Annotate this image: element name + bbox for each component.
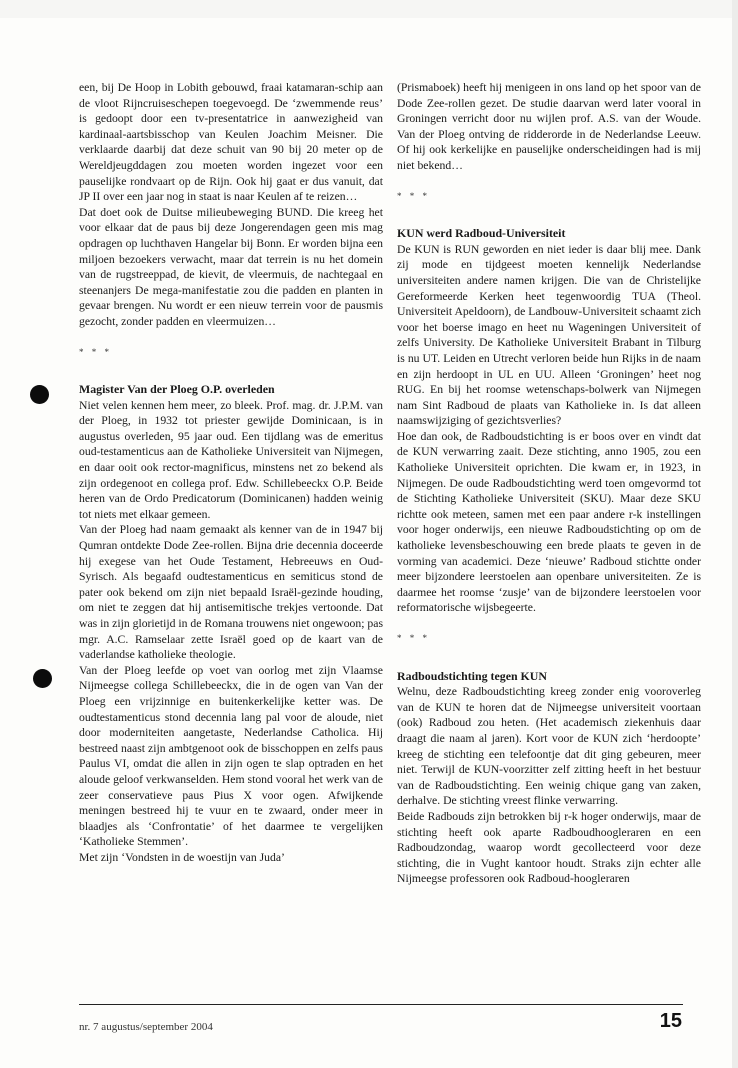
issue-label: nr. 7 augustus/september 2004 [79, 1021, 213, 1033]
paragraph: De KUN is RUN geworden en niet ieder is daar blij mee. Dank zij mode en tijdgeest moeten kennelijk Nederlandse universiteiten andere namen krijgen. Die van de Christelijke Gereformeerde Kerken heet tegenwoordig TUA (Theol. Universiteit Apeldoorn), de Landbouw-Universiteit schaamt zich voor het boerse imago en heet nu Wageningen Universiteit of zelfs University. De Katholieke Universiteit Brabant in Tilburg is nu UT. Leiden en Utrecht verloren beide hun Rijks in de naam en zijn herdoopt in UL en UU. Alleen ‘Groningen’ heet nog RUG. En bij het roomse wetenschaps-bolwerk van Nijmegen nam Sint Radboud de plaats van Katholieke in. Is dat alleen naamswijziging of gezichtsverlies? [397, 242, 701, 428]
footer-rule [79, 1004, 683, 1005]
section-separator: * * * [79, 346, 112, 357]
article-heading: Magister Van der Ploeg O.P. overleden [79, 382, 275, 397]
paragraph: (Prismaboek) heeft hij menigeen in ons land op het spoor van de Dode Zee-rollen gezet. De studie daarvan werd later vooral in Groningen verricht door nu wijlen prof. A.S. van der Woude. Van der Ploeg ontving de ridderorde in de Nederlandse Leeuw. Of hij ook kerkelijke en pauselijke onderscheidingen had is mij niet bekend… [397, 81, 701, 172]
paragraph: Van der Ploeg had naam gemaakt als kenner van de in 1947 bij Qumran ontdekte Dode Zee-rollen. Bijna drie decennia doceerde hij exegese van het Oude Testament, Hebreeuws en Oud-Syrisch. Als begaafd oudtestamenticus en semiticus stond de pater ook bekend om zijn niet bepaald Israël-gezinde houding, om niet te zeggen dat hij antisemitische trekjes vertoonde. Dat was in zijn glorietijd in de Romana trouwens niet ongewoon; pas mgr. A.C. Ramselaar zette Israël goed op de kaart van de vaderlandse katholieke theologie. [79, 523, 383, 662]
paragraph: Beide Radbouds zijn betrokken bij r-k hoger onderwijs, maar de stichting heeft ook aparte Radboudhoogleraren en een Radboudzondag, waarop wordt gecollecteerd voor deze stichting, die in Vught kantoor houdt. Straks zijn echter alle Nijmeegse professoren ook Radboud-hoogleraren [397, 809, 701, 886]
paragraph: Welnu, deze Radboudstichting kreeg zonder enig vooroverleg van de KUN te horen dat de Nijmeegse universiteit voortaan (ook) Radboud zou heten. (Het academisch ziekenhuis daar draagt die naam al jaren). Kort voor de KUN zich ‘herdoopte’ kreeg de stichting een telefoontje dat dit ging gebeuren, meer niet. Terwijl de KUN-voorzitter zelf zitting heeft in het bestuur van de Radboudstichting. Een weinig chique gang van zaken, derhalve. De stichting vreest flinke verwarring. [397, 685, 701, 808]
scan-edge-right [732, 0, 738, 1068]
section-separator: * * * [397, 633, 430, 643]
punch-hole-lower [33, 669, 52, 688]
article-heading: Radboudstichting tegen KUN [397, 668, 547, 683]
paragraph: Hoe dan ook, de Radboudstichting is er boos over en vindt dat de KUN verwarring zaait. Deze stichting, anno 1905, zou een Katholieke Universiteit oprichten. Die kwam er, in 1923, in Nijmegen. De oude Radboudstichting werd toen omgevormd tot de Stichting Katholieke Universiteit (SKU). Maar deze SKU richtte ook meteen, samen met een paar andere r-k instellingen voor hoger onderwijs, een nieuwe Radboudstichting op om de katholieke levensbeschouwing een brede plaats te geven in de vorming van academici. Deze ‘nieuwe’ Radboud stichtte onder meer bijzondere leerstoelen aan openbare universiteiten. Ze is daarmee het roomse ‘zusje’ van de bijzondere leerstoelen voor reformatorische wijsbegeerte. [397, 429, 701, 615]
paragraph: Niet velen kennen hem meer, zo bleek. Prof. mag. dr. J.P.M. van der Ploeg, in 1932 tot priester gewijde Dominicaan, is in augustus overleden, 95 jaar oud. Een tijdlang was de emeritus oud-testamenticus aan de Katholieke Universiteit van Nijmegen, en daar ooit ook rector-magnificus, minstens net zo bekend als zijn ordegenoot en collega prof. Edw. Schillebeeckx O.P. Beide heren van de Ordo Predicatorum (Dominicanen) hadden weinig tot niets met elkaar gemeen. [79, 398, 383, 521]
article-heading: KUN werd Radboud-Universiteit [397, 226, 566, 241]
page-number: 15 [659, 1010, 682, 1032]
paragraph: Dat doet ook de Duitse milieubeweging BUND. Die kreeg het voor elkaar dat de paus bij deze Jongerendagen geen mis mag opdragen op luchthaven Hangelar bij Bonn. Er worden bijna een miljoen bezoekers verwacht, maar dat terrein is nu het domein van de rugstreeppad, de kievit, de vleermuis, de nachtegaal en steenanjers De mega-manifestatie zou die padden en planten in gevaar brengen. Nu wordt er een nieuw terrein voor de pausmis gezocht, zonder padden en vleermuizen… [79, 205, 383, 328]
right-column [397, 80, 701, 887]
punch-hole-upper [30, 385, 49, 404]
section-separator: * * * [397, 190, 430, 201]
left-column [79, 80, 383, 866]
paragraph: Van der Ploeg leefde op voet van oorlog met zijn Vlaamse Nijmeegse collega Schillebeeckx, die in de ogen van Van der Ploeg een vrijzinnige en buitenkerkelijke ketter was. De oudtestamenticus stond decennia lang pal voor de aloude, niet door moderniteiten aangetaste, Nederlandse Catholica. Hij bestreed naast zijn ambtgenoot ook de bisschoppen en zelfs paus Paulus VI, omdat die allen in zijn ogen te slap optraden en het aloude geloof verkwanselden. Hem stond vooral het werk van de zeer conservatieve paus Pius X voor ogen. Afwijkende meningen bestreed hij te vuur en te zwaard, onder meer in blaadjes als ‘Confrontatie’ of het daarmee te vergelijken ‘Katholieke Stemmen’. [79, 663, 383, 849]
paragraph: Met zijn ‘Vondsten in de woestijn van Juda’ [79, 850, 285, 864]
scan-edge-top [0, 0, 738, 18]
paragraph: een, bij De Hoop in Lobith gebouwd, fraai katamaran-schip aan de vloot Rijncruiseschepen toegevoegd. De ‘zwemmende reus’ is gedoopt door een tv-presentatrice in aanwezigheid van kardinaal-aartsbisschop van Keulen Joachim Meisner. Die verklaarde daarbij dat deze schuit van 90 bij 20 meter op de Wereldjeugddagen zou moeten worden ingezet voor een pauselijke rondvaart op de Rijn. Ook hij gaat er dus vanuit, dat JP II over een jaar nog in staat is naar Keulen af te reizen… [79, 81, 383, 204]
